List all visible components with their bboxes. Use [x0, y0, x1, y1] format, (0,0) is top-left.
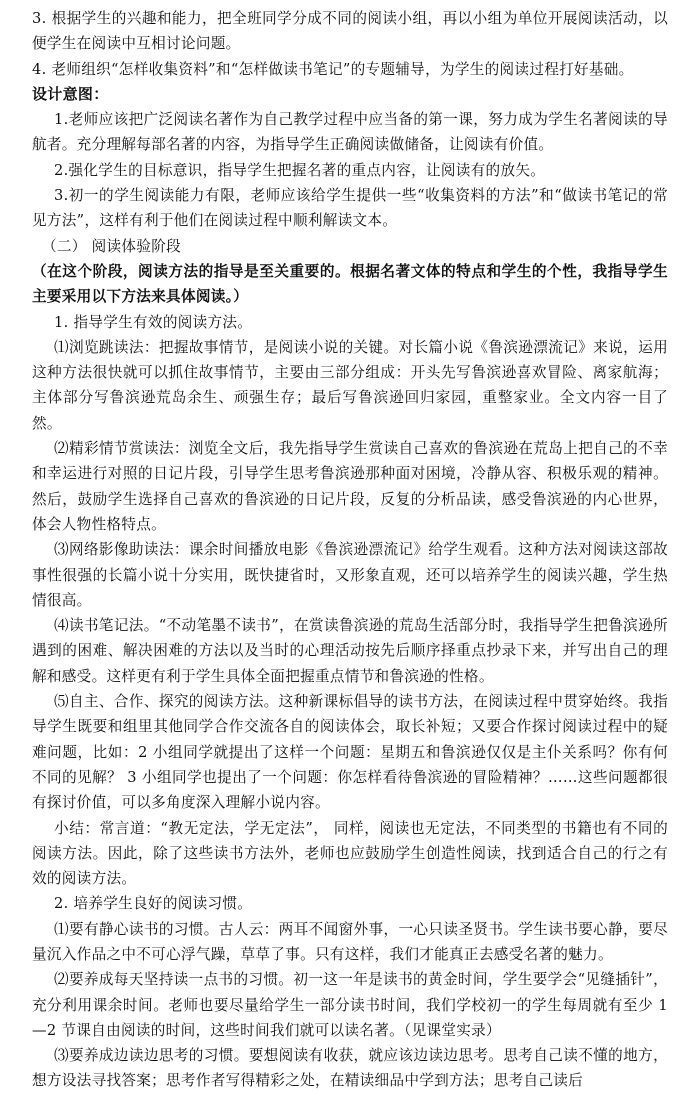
method-film-aided: ⑶网络影像助读法：课余时间播放电影《鲁滨逊漂流记》给学生观看。这种方法对阅读这部故事性很强的长篇小说十分实用，既快捷省时，又形象直观，还可以培养学生的阅读兴趣，学生热情很高。: [32, 541, 668, 609]
method-cooperative: ⑸自主、合作、探究的阅读方法。这种新课标倡导的读书方法，在阅读过程中贯穿始终。我指导学生既要和组里其他同学合作交流各自的阅读体会，取长补短；又要合作探讨阅读过程中的疑难问题，比如：2 小组同学就提出了这样一个问题：星期五和鲁滨逊仅仅是主仆关系吗？你有何不同的见解？ 3 小组同学也提出了一个问题：你怎样看待鲁滨逊的冒险精神？……这些问题都很有探讨价值，可以多角度深入理解小说内容。: [32, 693, 668, 812]
subheading-reading-methods: 1. 指导学生有效的阅读方法。: [54, 313, 253, 331]
list-item-4: 4. 老师组织“怎样收集资料”和“怎样做读书笔记”的专题辅导，为学生的阅读过程打好基础。: [32, 60, 634, 78]
section-intro: （在这个阶段，阅读方法的指导是至关重要的。根据名著文体的特点和学生的个性，我指导学生主要采用以下方法来具体阅读。）: [32, 262, 668, 306]
method-plot-appreciation: ⑵精彩情节赏读法：浏览全文后，我先指导学生赏读自己喜欢的鲁滨逊在荒岛上把自己的不幸和幸运进行对照的日记片段，引导学生思考鲁滨逊那种面对困境，冷静从容、积极乐观的精神。然后，鼓励学生选择自己喜欢的鲁滨逊的日记片段，反复的分析品读，感受鲁滨逊的内心世界，体会人物性格特点。: [32, 440, 668, 533]
method-reading-notes: ⑷读书笔记法。“不动笔墨不读书”，在赏读鲁滨逊的荒岛生活部分时，我指导学生把鲁滨逊所遇到的困难、解决困难的方法以及当时的心理活动按先后顺序择重点抄录下来，并写出自己的理解和感受。这样更有利于学生具体全面把握重点情节和鲁滨逊的性格。: [32, 617, 668, 685]
list-item-3: 3. 根据学生的兴趣和能力，把全班同学分成不同的阅读小组，再以小组为单位开展阅读活动，以便学生在阅读中互相讨论问题。: [32, 10, 668, 53]
design-intent-1: 1.老师应该把广泛阅读名著作为自己教学过程中应当备的第一课，努力成为学生名著阅读的导航者。充分理解每部名著的内容，为指导学生正确阅读做储备，让阅读有价值。: [32, 111, 668, 154]
habit-daily-reading: ⑵要养成每天坚持读一点书的习惯。初一这一年是读书的黄金时间，学生要学会“见缝插针”，充分利用课余时间。老师也要尽量给学生一部分读书时间，我们学校初一的学生每周就有至少 1—2 节课自由阅读的时间，这些时间我们就可以读名著。（见课堂实录）: [32, 971, 668, 1039]
habit-quiet-reading: ⑴要有静心读书的习惯。古人云：两耳不闻窗外事，一心只读圣贤书。学生读书要心静，要尽量沉入作品之中不可心浮气躁，草草了事。只有这样，我们才能真正去感受名著的魅力。: [32, 920, 668, 963]
design-intent-heading: 设计意图：: [32, 84, 109, 103]
design-intent-3: 3.初一的学生阅读能力有限，老师应该给学生提供一些“收集资料的方法”和“做读书笔记的常见方法”，这样有利于他们在阅读过程中顺利解读文本。: [32, 187, 668, 230]
habit-thinking: ⑶要养成边读边思考的习惯。要想阅读有收获，就应该边读边思考。思考自己读不懂的地方，想方设法寻找答案；思考作者写得精彩之处，在精读细品中学到方法；思考自己读后: [32, 1047, 668, 1090]
section-heading: （二） 阅读体验阶段: [42, 237, 181, 255]
subheading-reading-habits: 2. 培养学生良好的阅读习惯。: [54, 895, 253, 913]
summary-paragraph: 小结：常言道：“教无定法，学无定法”， 同样，阅读也无定法，不同类型的书籍也有不同的阅读方法。因此，除了这些读书方法外，老师也应鼓励学生创造性阅读，找到适合自己的行之有效的阅读方法。: [32, 819, 668, 888]
method-skim-reading: ⑴浏览跳读法：把握故事情节，是阅读小说的关键。对长篇小说《鲁滨逊漂流记》来说，运用这种方法很快就可以抓住故事情节，主要由三部分组成：开头先写鲁滨逊喜欢冒险、离家航海；主体部分写鲁滨逊荒岛余生、顽强生存；最后写鲁滨逊回归家园，重整家业。全文内容一目了然。: [32, 338, 668, 432]
design-intent-2: 2.强化学生的目标意识，指导学生把握名著的重点内容，让阅读有的放矢。: [54, 161, 546, 179]
